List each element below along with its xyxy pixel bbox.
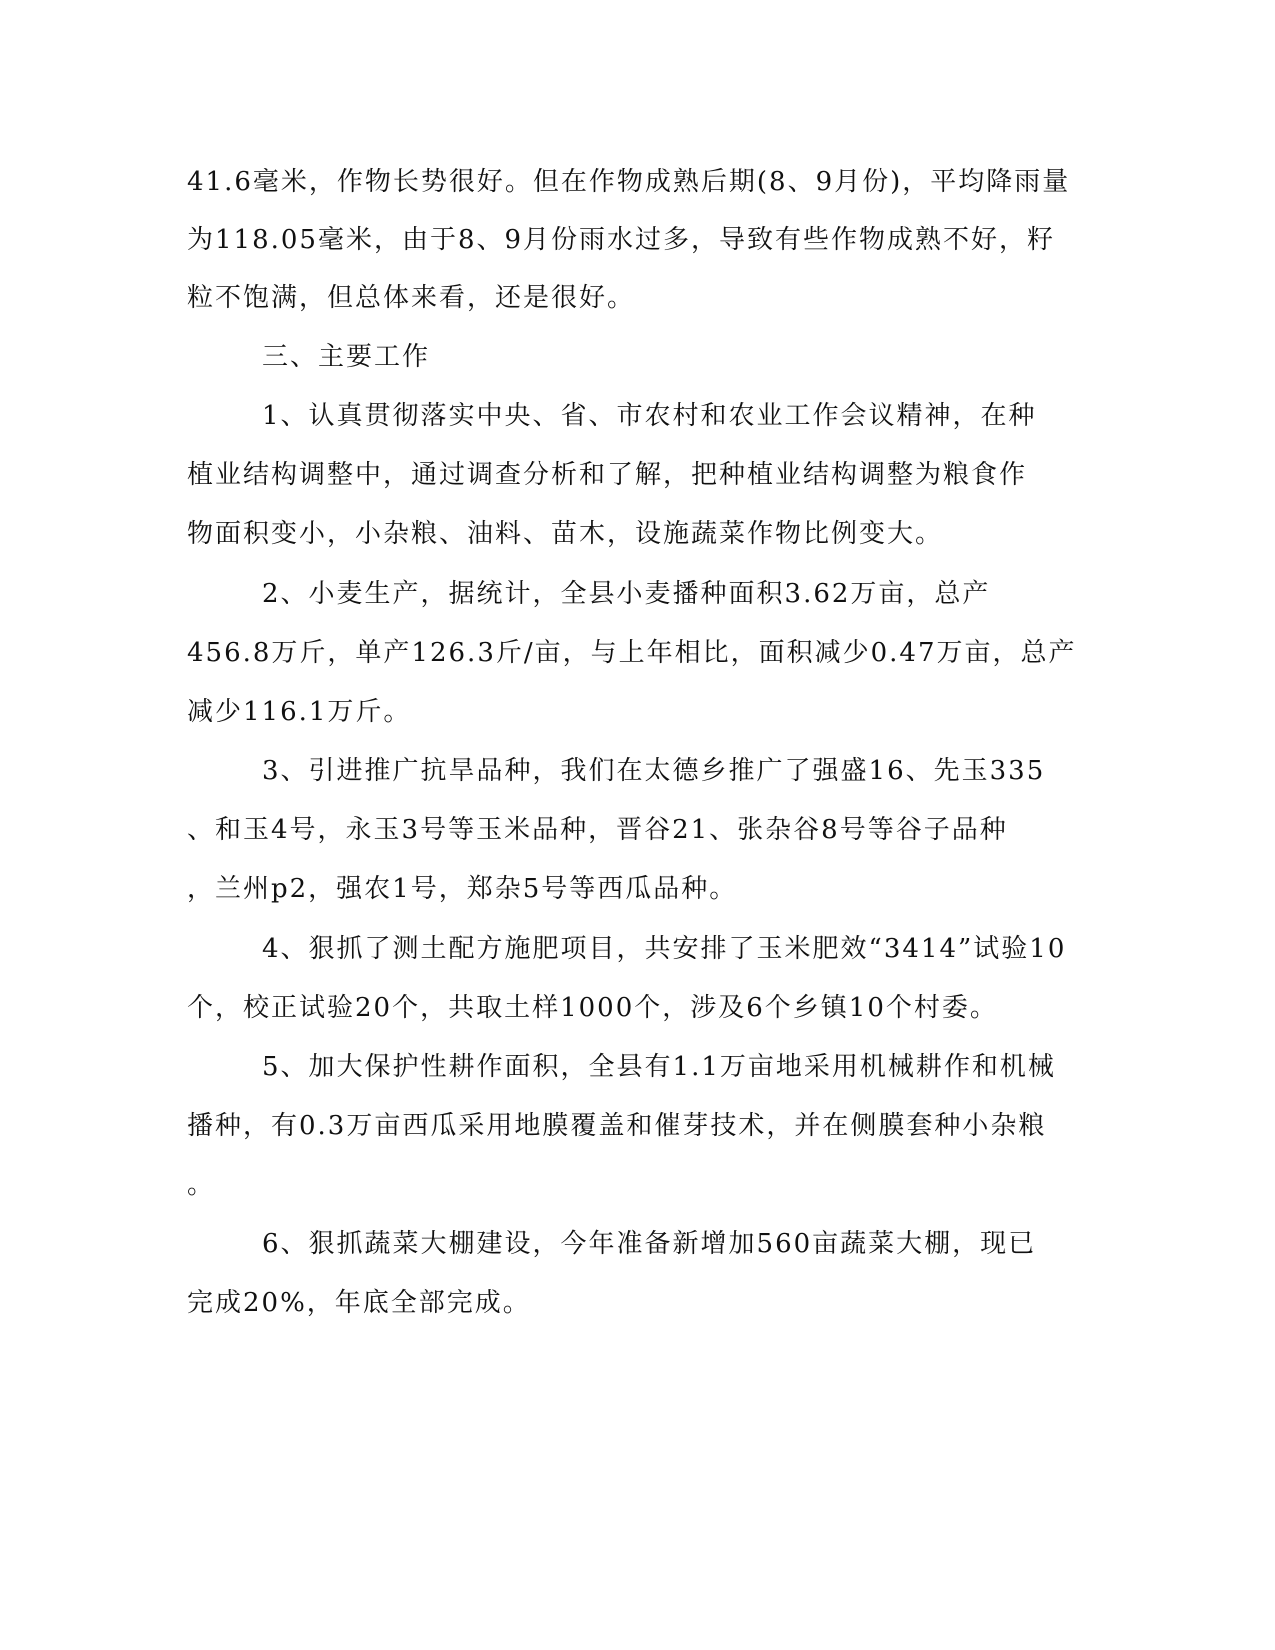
item-6-line-2: 完成20%，年底全部完成。: [187, 1288, 531, 1318]
item-1-line-1: 1、认真贯彻落实中央、省、市农村和农业工作会议精神，在种: [262, 401, 1037, 431]
item-2-line-3: 减少116.1万斤。: [187, 697, 412, 727]
item-3-line-3: ，兰州p2，强农1号，郑杂5号等西瓜品种。: [187, 874, 738, 904]
item-2-line-1: 2、小麦生产，据统计，全县小麦播种面积3.62万亩，总产: [262, 579, 991, 609]
item-3-line-2: 、和玉4号，永玉3号等玉米品种，晋谷21、张杂谷8号等谷子品种: [187, 815, 1008, 845]
item-1-line-3: 物面积变小，小杂粮、油料、苗木，设施蔬菜作物比例变大。: [187, 519, 944, 549]
section-heading: 三、主要工作: [262, 342, 431, 372]
item-5-line-3: 。: [187, 1170, 216, 1200]
item-4-line-2: 个，校正试验20个，共取土样1000个，涉及6个乡镇10个村委。: [187, 993, 998, 1023]
text-line-1: 41.6毫米，作物长势很好。但在作物成熟后期(8、9月份)，平均降雨量: [187, 167, 1071, 197]
item-5-line-1: 5、加大保护性耕作面积，全县有1.1万亩地采用机械耕作和机械: [262, 1052, 1056, 1082]
item-1-line-2: 植业结构调整中，通过调查分析和了解，把种植业结构调整为粮食作: [187, 460, 1028, 490]
text-line-2: 为118.05毫米，由于8、9月份雨水过多，导致有些作物成熟不好，籽: [187, 225, 1056, 255]
item-4-line-1: 4、狠抓了测土配方施肥项目，共安排了玉米肥效“3414”试验10: [262, 934, 1067, 964]
item-5-line-2: 播种，有0.3万亩西瓜采用地膜覆盖和催芽技术，并在侧膜套种小杂粮: [187, 1111, 1047, 1141]
item-3-line-1: 3、引进推广抗旱品种，我们在太德乡推广了强盛16、先玉335: [262, 756, 1046, 786]
item-6-line-1: 6、狠抓蔬菜大棚建设，今年准备新增加560亩蔬菜大棚，现已: [262, 1229, 1037, 1259]
item-2-line-2: 456.8万斤，单产126.3斤/亩，与上年相比，面积减少0.47万亩，总产: [187, 638, 1077, 668]
text-line-3: 粒不饱满，但总体来看，还是很好。: [187, 283, 636, 313]
